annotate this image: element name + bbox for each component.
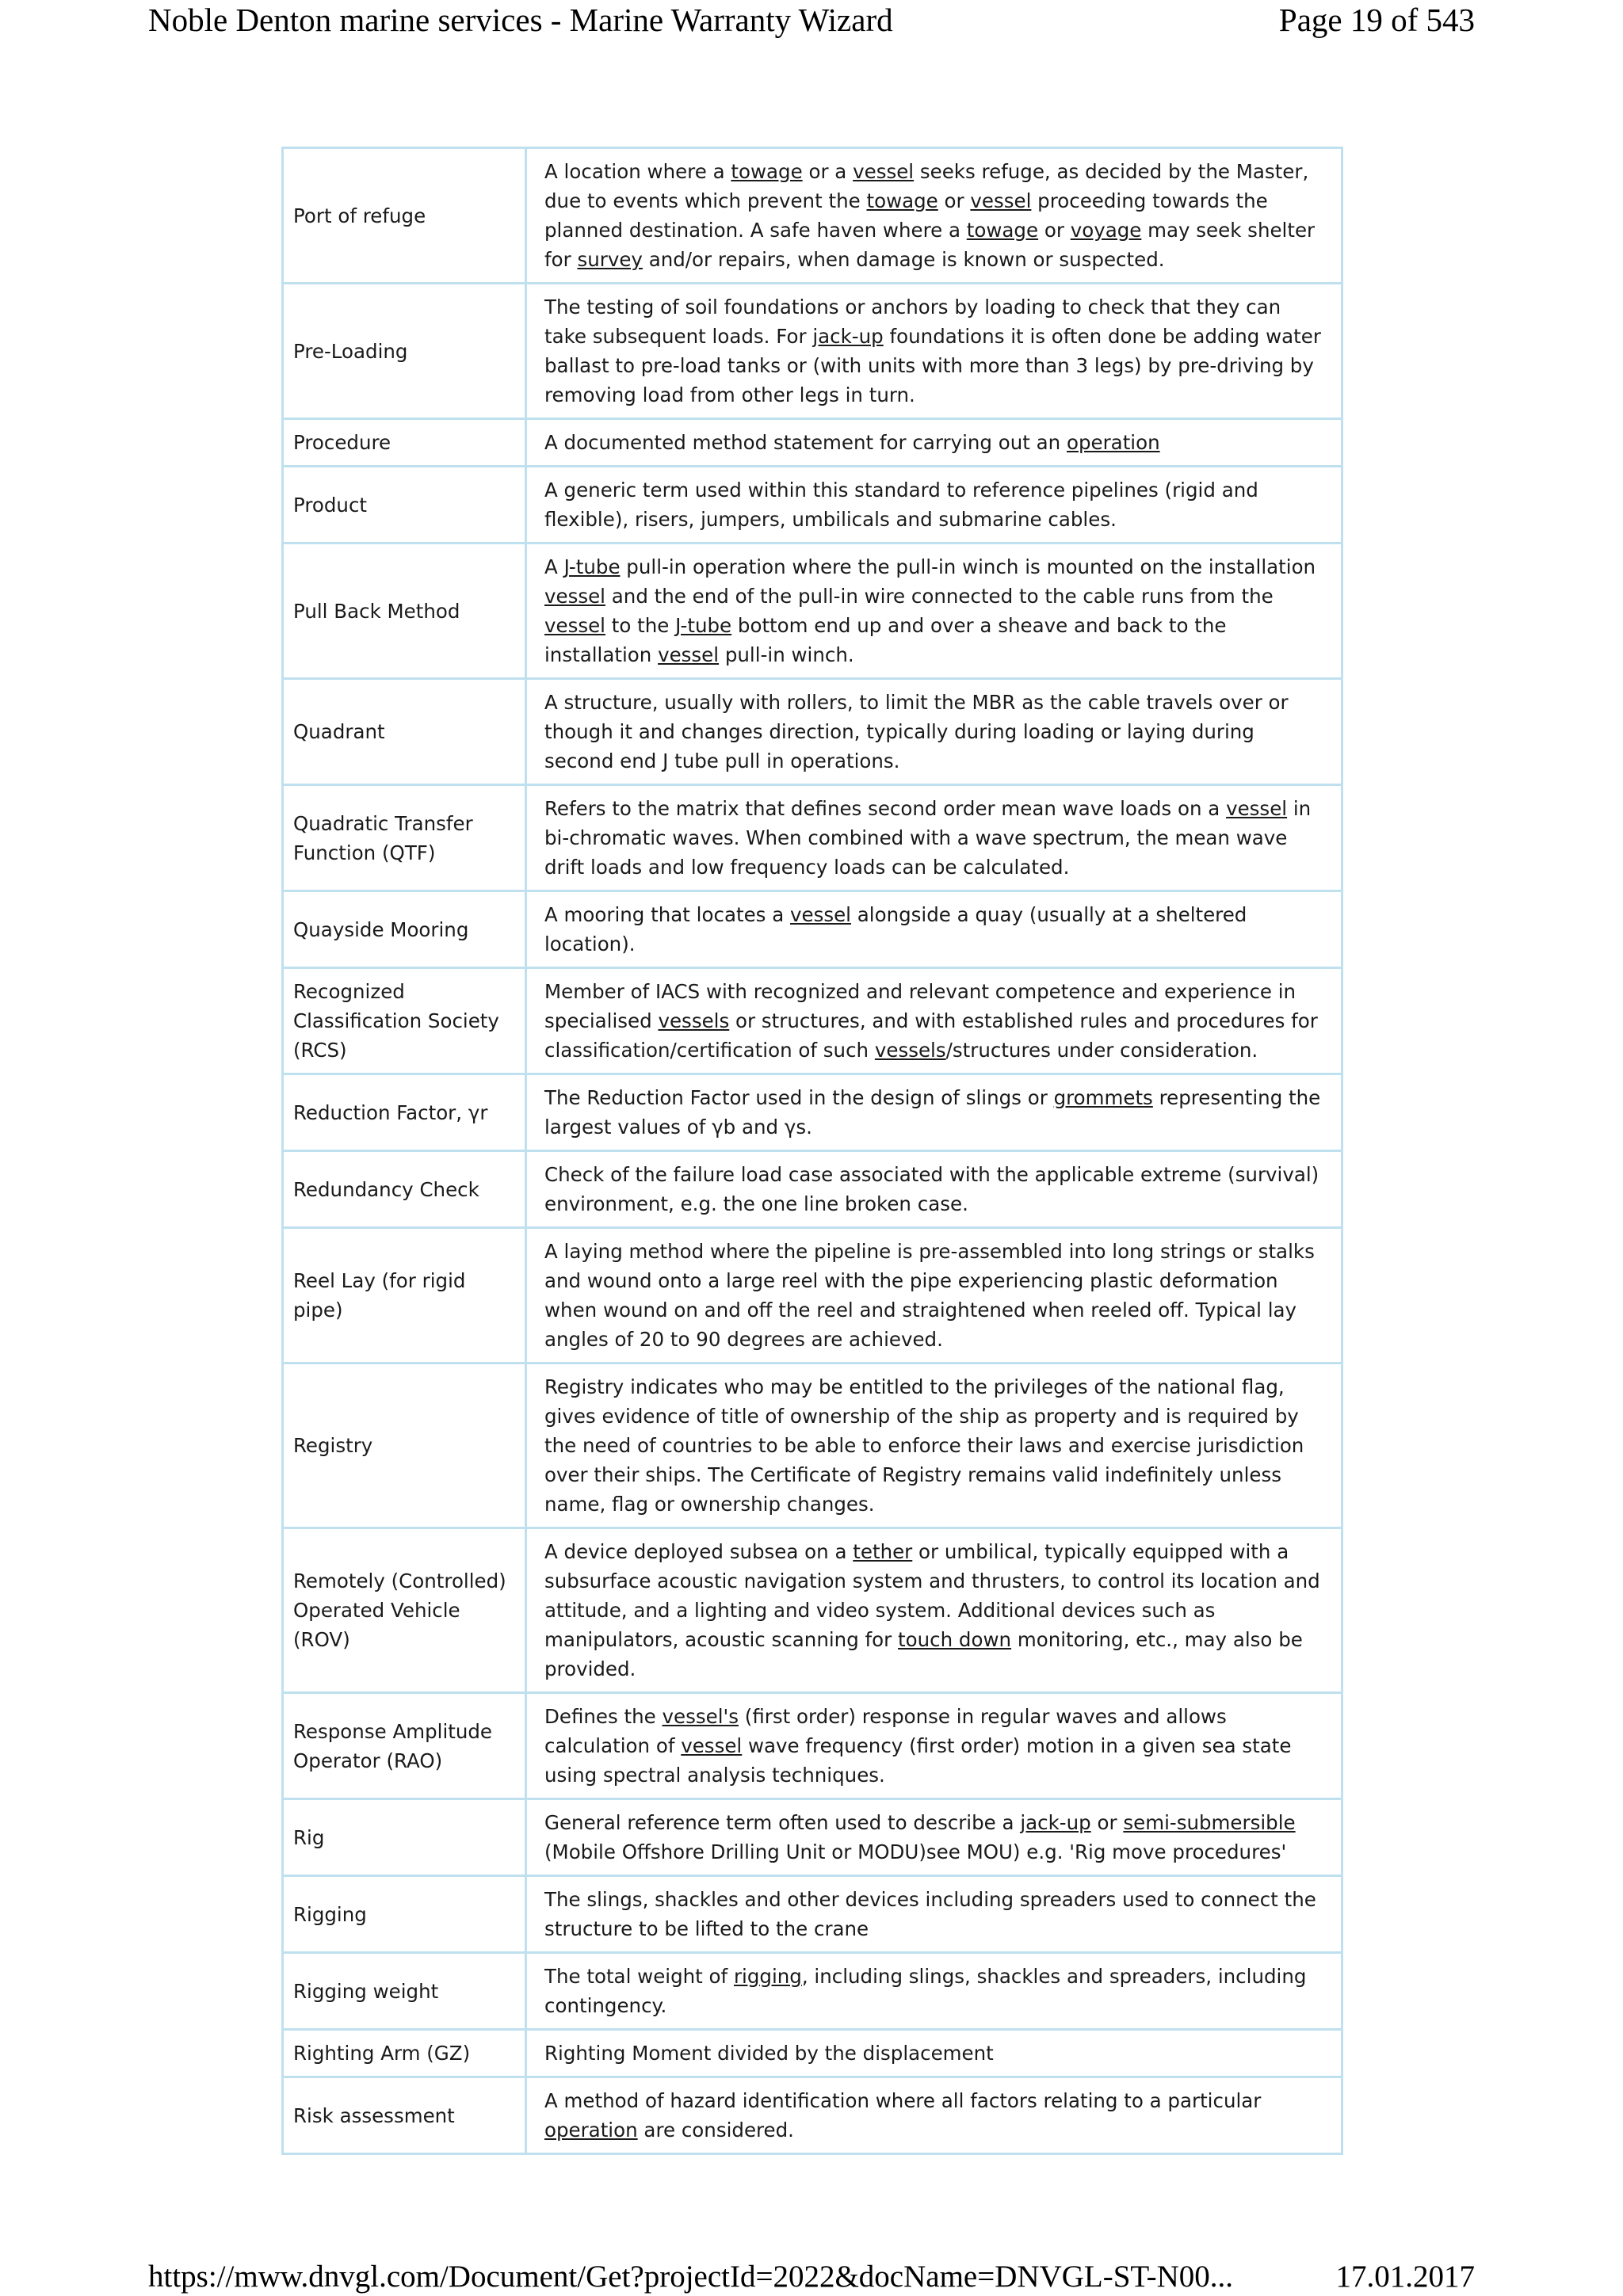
page-number: Page 19 of 543 [1278,2,1475,38]
glossary-link[interactable]: vessel [790,903,851,926]
glossary-definition [527,1152,1343,1226]
definition-text: Check of the failure load case associated with the applicable extreme (survival) environment, e.g. the one line broken case. [544,1163,1319,1215]
definition-text: or [1090,1811,1124,1834]
glossary-term: Quadratic Transfer Function (QTF) [281,786,527,890]
glossary-row [281,1954,1343,2031]
glossary-definition [527,2031,1343,2076]
glossary-definition [527,1364,1343,1527]
glossary-definition [527,786,1343,890]
glossary-term: Rig [281,1800,527,1875]
glossary-term: Quayside Mooring [281,892,527,967]
definition-text: A location where a [544,160,731,183]
glossary-link[interactable]: operation [544,2119,638,2142]
glossary-link[interactable]: J-tube [675,614,732,637]
glossary-term: Registry [281,1364,527,1527]
glossary-definition [527,1800,1343,1875]
glossary-row [281,1075,1343,1152]
glossary-row [281,786,1343,892]
glossary-link[interactable]: semi-submersible [1123,1811,1296,1834]
glossary-link[interactable]: voyage [1070,219,1142,242]
glossary-link[interactable]: grommets [1053,1086,1153,1109]
glossary-definition [527,1529,1343,1691]
glossary-term: Reel Lay (for rigid pipe) [281,1229,527,1362]
glossary-row [281,284,1343,420]
definition-text: or [1038,219,1071,242]
definition-text: representing the largest values of γb and γs. [544,1086,1321,1138]
glossary-row [281,1152,1343,1229]
glossary-link[interactable]: towage [966,219,1039,242]
definition-text: are considered. [637,2119,794,2142]
definition-text: wave frequency (first order) motion in a given sea state using spectral analysis techniques. [544,1734,1292,1787]
glossary-row [281,1364,1343,1529]
glossary-link[interactable]: jack-up [1020,1811,1091,1834]
glossary-term: Remotely (Controlled) Operated Vehicle (ROV) [281,1529,527,1691]
definition-text: The Reduction Factor used in the design of slings or [544,1086,1054,1109]
glossary-link[interactable]: vessel [544,585,605,608]
glossary-term: Pre-Loading [281,284,527,418]
glossary-link[interactable]: vessels [658,1009,730,1032]
definition-text: Righting Moment divided by the displacement [544,2042,994,2065]
definition-text: The testing of soil foundations or anchors by loading to check that they can take subsequent loads. For [544,296,1281,348]
definition-text: (Mobile Offshore Drilling Unit or MODU)see MOU) e.g. 'Rig move procedures' [544,1840,1287,1863]
glossary-definition [527,1954,1343,2028]
glossary-term: Pull Back Method [281,544,527,677]
definition-text: or [938,189,971,212]
definition-text: /structures under consideration. [945,1039,1258,1062]
definition-text: foundations it is often done be adding water ballast to pre-load tanks or (with units with more than 3 legs) by pre-driving by removing load from other legs in turn. [544,325,1321,406]
definition-text: Defines the [544,1705,663,1728]
definition-text: The total weight of [544,1965,734,1988]
glossary-row [281,680,1343,786]
definition-text: The slings, shackles and other devices including spreaders used to connect the structure to be lifted to the crane [544,1888,1316,1940]
glossary-definition [527,284,1343,418]
glossary-row [281,420,1343,467]
definition-text: (first order) response in regular waves and allows calculation of [544,1705,1227,1757]
definition-text: A documented method statement for carrying out an [544,431,1067,454]
glossary-row [281,1529,1343,1694]
definition-text: pull-in winch. [719,643,854,666]
glossary-table [281,147,1343,2155]
glossary-link[interactable]: J-tube [563,555,621,578]
glossary-definition [527,1694,1343,1798]
glossary-row [281,467,1343,544]
glossary-term: Reduction Factor, γr [281,1075,527,1150]
glossary-definition [527,420,1343,465]
glossary-row [281,147,1343,284]
definition-text: A method of hazard identification where all factors relating to a particular [544,2089,1262,2112]
glossary-link[interactable]: towage [731,160,803,183]
glossary-link[interactable]: vessel [853,160,915,183]
glossary-row [281,2031,1343,2078]
glossary-link[interactable]: vessel [544,614,605,637]
definition-text: A [544,555,564,578]
definition-text: , including slings, shackles and spreaders, including contingency. [544,1965,1307,2017]
glossary-link[interactable]: vessel [1226,797,1288,820]
glossary-link[interactable]: towage [866,189,938,212]
glossary-term: Righting Arm (GZ) [281,2031,527,2076]
glossary-definition [527,1877,1343,1951]
glossary-definition [527,892,1343,967]
definition-text: bottom end up and over a sheave and back to the installation [544,614,1227,666]
glossary-link[interactable]: survey [577,248,643,271]
glossary-term: Rigging [281,1877,527,1951]
glossary-link[interactable]: vessel [658,643,720,666]
definition-text: Registry indicates who may be entitled to the privileges of the national flag, gives evidence of title of ownership of the ship as property and is required by the need of countries to be able to enforce their laws and exercise jurisdiction over their ships. The Certificate of Registry remains valid indefinitely unless name, flag or ownership changes. [544,1375,1304,1516]
definition-text: A device deployed subsea on a [544,1540,854,1563]
glossary-row [281,1877,1343,1954]
glossary-definition [527,544,1343,677]
glossary-row [281,544,1343,680]
definition-text: General reference term often used to describe a [544,1811,1021,1834]
definition-text: or umbilical, typically equipped with a subsurface acoustic navigation system and thrusters, to control its location and attitude, and a lighting and video system. Additional devices such as manipulators, acoustic scanning for [544,1540,1320,1651]
glossary-definition [527,149,1343,282]
glossary-definition [527,1229,1343,1362]
glossary-term: Port of refuge [281,149,527,282]
glossary-link[interactable]: vessel [970,189,1032,212]
glossary-definition [527,1075,1343,1150]
definition-text: to the [605,614,676,637]
definition-text: or a [802,160,854,183]
glossary-row [281,969,1343,1075]
definition-text: A laying method where the pipeline is pre-assembled into long strings or stalks and wound onto a large reel with the pipe experiencing plastic deformation when wound on and off the reel and straightened when reeled off. Typical lay angles of 20 to 90 degrees are achieved. [544,1240,1315,1351]
definition-text: may seek shelter for [544,219,1316,271]
definition-text: and the end of the pull-in wire connected to the cable runs from the [605,585,1274,608]
glossary-link[interactable]: vessel [681,1734,743,1757]
definition-text: pull-in operation where the pull-in winch is mounted on the installation [620,555,1316,578]
glossary-row [281,1800,1343,1877]
definition-text: A structure, usually with rollers, to limit the MBR as the cable travels over or though it and changes direction, typically during loading or laying during second end J tube pull in operations. [544,691,1289,772]
definition-text: in bi-chromatic waves. When combined with a wave spectrum, the mean wave drift loads and low frequency loads can be calculated. [544,797,1312,879]
footer-url[interactable]: https://mww.dnvgl.com/Document/Get?projectId=2022&docName=DNVGL-ST-N00... [148,2260,1234,2294]
glossary-row [281,1694,1343,1800]
glossary-definition [527,2078,1343,2153]
glossary-row [281,1229,1343,1364]
definition-text: or structures, and with established rules and procedures for classification/certification of such [544,1009,1318,1062]
glossary-link[interactable]: tether [853,1540,913,1563]
glossary-link[interactable]: operation [1067,431,1160,454]
glossary-term: Product [281,467,527,542]
glossary-term: Response Amplitude Operator (RAO) [281,1694,527,1798]
glossary-definition [527,680,1343,784]
glossary-link[interactable]: vessel's [662,1705,739,1728]
glossary-term: Procedure [281,420,527,465]
glossary-link[interactable]: touch down [898,1628,1012,1651]
footer-date: 17.01.2017 [1335,2260,1475,2294]
glossary-term: Risk assessment [281,2078,527,2153]
definition-text: A generic term used within this standard to reference pipelines (rigid and flexible), risers, jumpers, umbilicals and submarine cables. [544,479,1258,531]
glossary-definition [527,467,1343,542]
glossary-term: Redundancy Check [281,1152,527,1226]
glossary-link[interactable]: rigging [733,1965,802,1988]
glossary-row [281,2078,1343,2155]
glossary-term: Recognized Classification Society (RCS) [281,969,527,1073]
definition-text: and/or repairs, when damage is known or suspected. [642,248,1165,271]
glossary-definition [527,969,1343,1073]
definition-text: Member of IACS with recognized and relevant competence and experience in specialised [544,980,1296,1032]
page-header-title: Noble Denton marine services - Marine Warranty Wizard [148,2,893,38]
glossary-term: Rigging weight [281,1954,527,2028]
definition-text: proceeding towards the planned destination. A safe haven where a [544,189,1268,242]
glossary-link[interactable]: vessels [874,1039,946,1062]
definition-text: seeks refuge, as decided by the Master, due to events which prevent the [544,160,1309,212]
definition-text: alongside a quay (usually at a sheltered location). [544,903,1247,955]
definition-text: A mooring that locates a [544,903,790,926]
definition-text: monitoring, etc., may also be provided. [544,1628,1303,1680]
definition-text: Refers to the matrix that defines second order mean wave loads on a [544,797,1227,820]
glossary-row [281,892,1343,969]
glossary-term: Quadrant [281,680,527,784]
glossary-link[interactable]: jack-up [812,325,884,348]
